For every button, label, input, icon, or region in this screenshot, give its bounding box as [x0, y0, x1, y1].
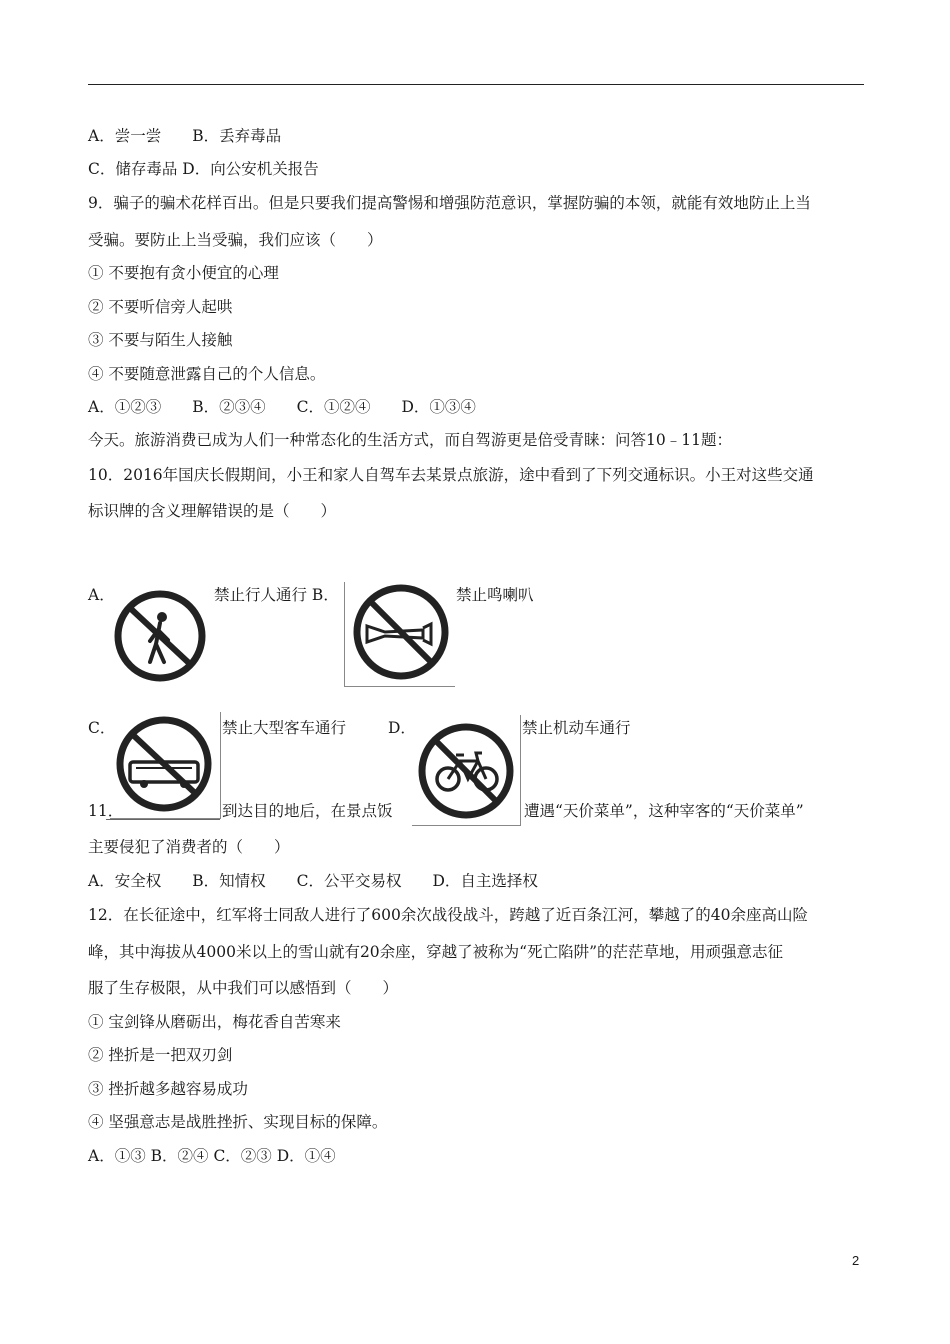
horn-icon: [344, 582, 455, 687]
bus-icon: [110, 712, 221, 819]
q11-text-part2: 遭遇“天价菜单”，这种宰客的“天价菜单”: [524, 802, 804, 820]
q10-stem-line1: 10．2016年国庆长假期间，小王和家人自驾车去某景点旅游，途中看到了下列交通标识。小王对这些交通: [88, 466, 814, 484]
q12-item-3: ③ 挫折越多越容易成功: [88, 1080, 248, 1098]
q12-choices: A．①③ B．②④ C．②③ D．①④: [88, 1147, 336, 1165]
q9-choices: A．①②③ B．②③④ C．①②④ D．①③④: [88, 398, 476, 416]
q12-item-2: ② 挫折是一把双刃剑: [88, 1046, 233, 1064]
passage-intro: 今天。旅游消费已成为人们一种常态化的生活方式，而自驾游更是倍受青睐：问答10﹣11题：: [88, 431, 732, 449]
q11-stem-line2: 主要侵犯了消费者的（ ）: [88, 838, 290, 856]
bicycle-icon: [412, 715, 521, 826]
pedestrian-icon: [106, 586, 214, 686]
option-b-text: 禁止鸣喇叭: [456, 586, 534, 604]
q11-number: 11．: [88, 802, 124, 820]
q9-item-3: ③ 不要与陌生人接触: [88, 331, 233, 349]
q12-item-1: ① 宝剑锋从磨砺出，梅花香自苦寒来: [88, 1013, 341, 1031]
q9-stem-line1: 9．骗子的骗术花样百出。但是只要我们提高警惕和增强防范意识，掌握防骗的本领，就能有效地防止上当: [88, 194, 811, 212]
header-rule: [88, 84, 864, 85]
option-d-text: 禁止机动车通行: [522, 719, 631, 737]
q9-item-4: ④ 不要随意泄露自己的个人信息。: [88, 365, 326, 383]
q10-stem-line2: 标识牌的含义理解错误的是（ ）: [88, 502, 337, 520]
q9-stem-line2: 受骗。要防止上当受骗，我们应该（ ）: [88, 231, 383, 249]
option-c-letter: C．: [88, 719, 116, 737]
q12-stem-line3: 服了生存极限，从中我们可以感悟到（ ）: [88, 979, 399, 997]
option-c-text: 禁止大型客车通行: [222, 719, 347, 737]
q9-item-1: ① 不要抱有贪小便宜的心理: [88, 264, 279, 282]
q11-text-part1: 到达目的地后，在景点饭: [222, 802, 393, 820]
q8-options-cd: C．储存毒品 D．向公安机关报告: [88, 160, 319, 178]
option-d-letter: D．: [388, 719, 416, 737]
q12-stem-line1: 12．在长征途中，红军将士同敌人进行了600余次战役战斗，跨越了近百条江河，攀越了的40余座高山险: [88, 906, 809, 924]
option-a-letter: A．: [88, 586, 115, 604]
option-a-text: 禁止行人通行 B．: [214, 586, 339, 604]
q12-item-4: ④ 坚强意志是战胜挫折、实现目标的保障。: [88, 1113, 388, 1131]
q11-blank: [106, 819, 220, 820]
q11-choices: A．安全权 B．知情权 C．公平交易权 D．自主选择权: [88, 872, 538, 890]
q9-item-2: ② 不要听信旁人起哄: [88, 298, 233, 316]
q8-options-ab: A．尝一尝 B．丢弃毒品: [88, 127, 282, 145]
q12-stem-line2: 峰，其中海拔从4000米以上的雪山就有20余座，穿越了被称为“死亡陷阱”的茫茫草地，用顽强意志征: [88, 943, 784, 961]
page-number: 2: [852, 1253, 860, 1268]
